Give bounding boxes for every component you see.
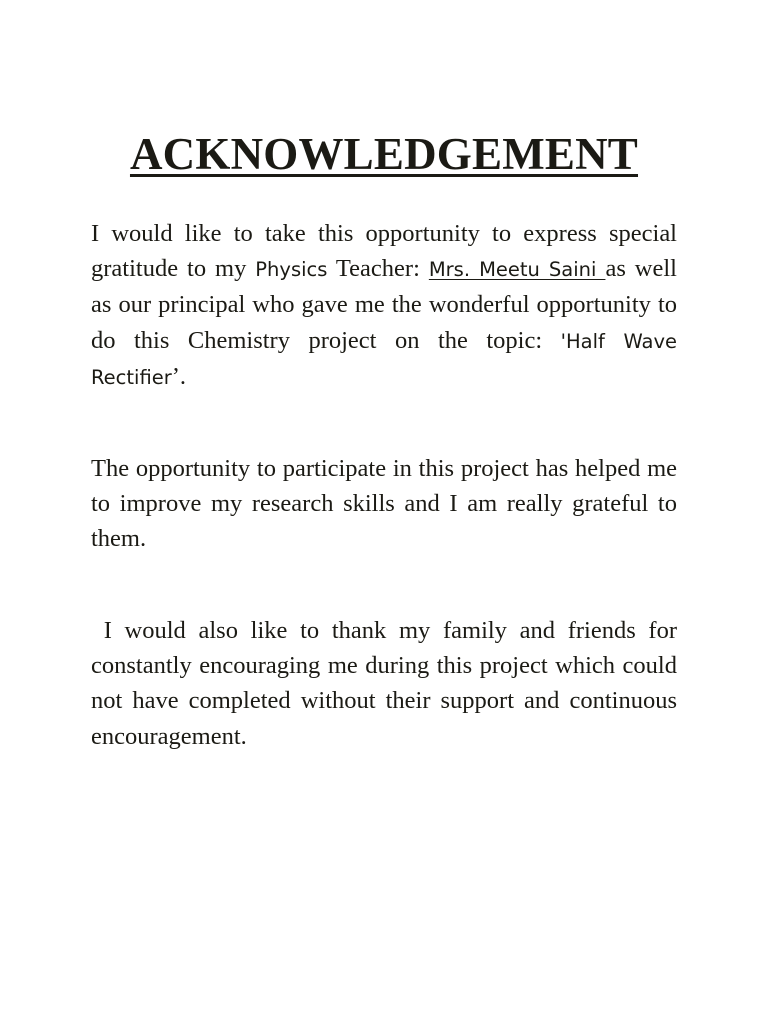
acknowledgement-paragraph-1 — [91, 216, 677, 395]
p1-text-3: as well as our principal who gave me the wonderful opportunity to do this Chemistry project on the topic: — [91, 255, 677, 354]
p1-subject: Physics — [255, 258, 328, 282]
page-title-text: ACKNOWLEDGEMENT — [129, 129, 639, 179]
acknowledgement-paragraph-3 — [91, 613, 684, 754]
p1-text-1: I would like to take this opportunity to express special gratitude to my — [91, 220, 677, 283]
p1-text-2: Teacher: — [327, 255, 429, 283]
p1-text-4: ’. — [171, 362, 187, 390]
page-title — [0, 126, 768, 182]
acknowledgement-paragraph-2: The opportunity to participate in this project has helped me to improve my research skills and I am really grateful to them. — [91, 455, 677, 553]
p1-teacher-name: Mrs. Meetu Saini — [428, 258, 606, 282]
p3-text: I would also like to thank my family and friends for constantly encouraging me during this project which could not have completed without their support and continuous encouragement. — [91, 617, 684, 750]
p1-topic: 'Half Wave Rectifier — [91, 329, 677, 389]
